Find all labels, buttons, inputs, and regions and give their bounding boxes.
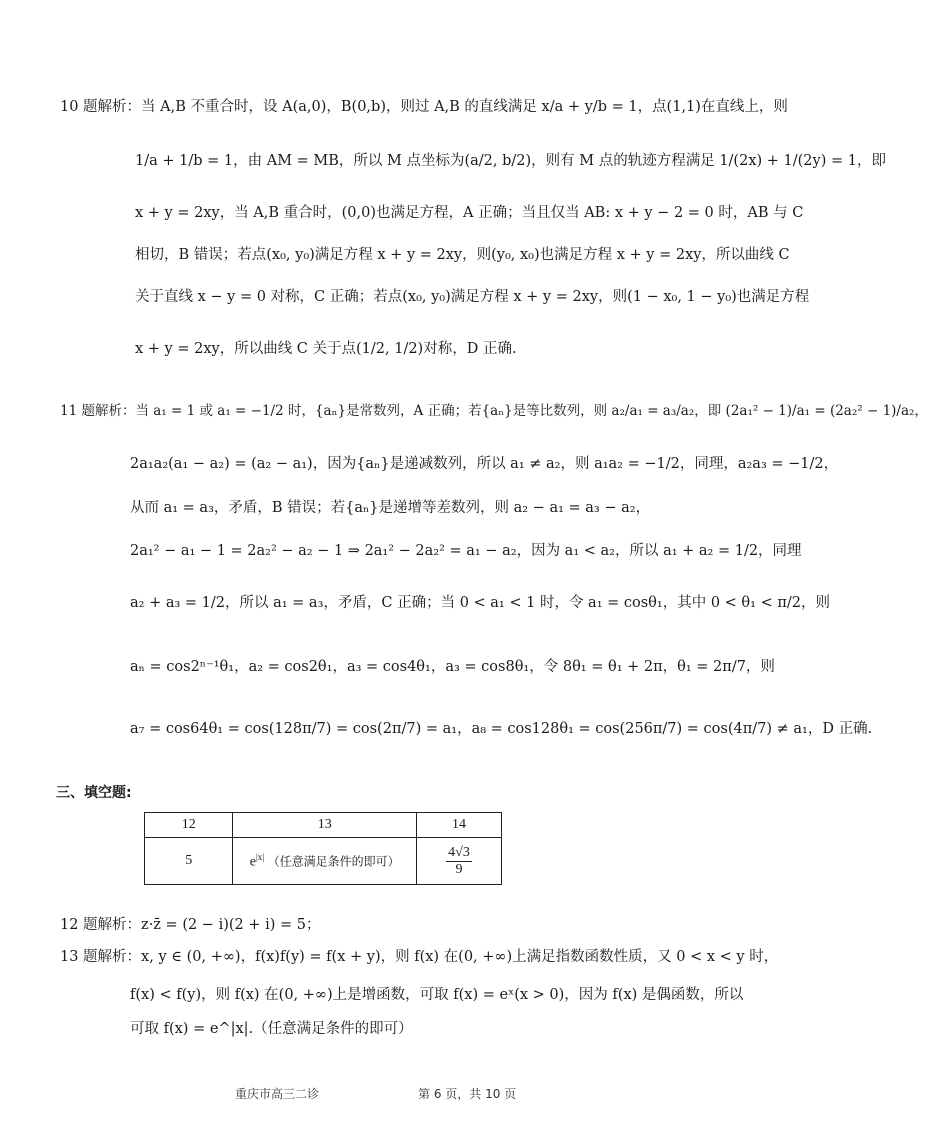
q10-line-3: x + y = 2xy，当 A,B 重合时，(0,0)也满足方程，A 正确；当且仅当 AB: x + y − 2 = 0 时，AB 与 C [135, 205, 804, 221]
q11-line-1: 11 题解析：当 a₁ = 1 或 a₁ = −1/2 时，{aₙ}是常数列，A 正确；若{aₙ}是等比数列，则 a₂/a₁ = a₃/a₂，即 (2a₁² − 1)/a₁ = (2a₂² − 1)/a₂， [60, 403, 928, 419]
q13-line-3: 可取 f(x) = e^|x|.（任意满足条件的即可） [130, 1021, 413, 1037]
q11-line-7: a₇ = cos64θ₁ = cos(128π/7) = cos(2π/7) = a₁，a₈ = cos128θ₁ = cos(256π/7) = cos(4π/7) ≠ a₁，D 正确. [130, 721, 873, 737]
answer-13-note: （任意满足条件的即可） [267, 854, 400, 869]
header-14: 14 [416, 813, 501, 838]
answer-14 [416, 838, 501, 885]
header-13: 13 [233, 813, 416, 838]
answer-14-denominator: 9 [455, 861, 463, 877]
q10-line-4: 相切，B 错误；若点(x₀, y₀)满足方程 x + y = 2xy，则(y₀, x₀)也满足方程 x + y = 2xy，所以曲线 C [135, 247, 790, 263]
answer-12: 5 [145, 838, 233, 885]
answer-table [144, 812, 502, 885]
q10-line-2: 1/a + 1/b = 1，由 AM = MB，所以 M 点坐标为(a/2, b/2)，则有 M 点的轨迹方程满足 1/(2x) + 1/(2y) = 1，即 [135, 153, 886, 169]
q10-line-5: 关于直线 x − y = 0 对称，C 正确；若点(x₀, y₀)满足方程 x + y = 2xy，则(1 − x₀, 1 − y₀)也满足方程 [135, 289, 810, 305]
answer-14-fraction [446, 845, 472, 878]
q11-line-4: 2a₁² − a₁ − 1 = 2a₂² − a₂ − 1 ⇒ 2a₁² − 2a₂² = a₁ − a₂，因为 a₁ < a₂，所以 a₁ + a₂ = 1/2，同理 [130, 543, 802, 559]
q13-line-2: f(x) < f(y)，则 f(x) 在(0, +∞)上是增函数，可取 f(x) = eˣ(x > 0)，因为 f(x) 是偶函数，所以 [130, 987, 744, 1003]
footer-left: 重庆市高三二诊 [235, 1087, 320, 1101]
section-title: 三、填空题: [56, 785, 132, 801]
q11-line-6: aₙ = cos2ⁿ⁻¹θ₁，a₂ = cos2θ₁，a₃ = cos4θ₁，a₃ = cos8θ₁，令 8θ₁ = θ₁ + 2π，θ₁ = 2π/7，则 [130, 659, 775, 675]
q10-line-6: x + y = 2xy，所以曲线 C 关于点(1/2, 1/2)对称，D 正确. [135, 341, 517, 357]
header-12: 12 [145, 813, 233, 838]
q11-line-5: a₂ + a₃ = 1/2，所以 a₁ = a₃，矛盾，C 正确；当 0 < a₁ < 1 时，令 a₁ = cosθ₁，其中 0 < θ₁ < π/2，则 [130, 595, 830, 611]
q11-line-2: 2a₁a₂(a₁ − a₂) = (a₂ − a₁)，因为{aₙ}是递减数列，所以 a₁ ≠ a₂，则 a₁a₂ = −1/2，同理，a₂a₃ = −1/2， [130, 456, 839, 472]
q12-line: 12 题解析：z·z̄ = (2 − i)(2 + i) = 5； [60, 917, 321, 933]
answer-13-base: e [249, 854, 257, 870]
q13-line-1: 13 题解析：x, y ∈ (0, +∞)，f(x)f(y) = f(x + y)，则 f(x) 在(0, +∞)上满足指数函数性质，又 0 < x < y 时， [60, 949, 779, 965]
answer-13 [233, 838, 416, 885]
q10-line-1: 10 题解析：当 A,B 不重合时，设 A(a,0)，B(0,b)，则过 A,B 的直线满足 x/a + y/b = 1，点(1,1)在直线上，则 [60, 99, 788, 115]
footer-page-number: 第 6 页，共 10 页 [418, 1087, 517, 1101]
answer-13-exponent: |x| [256, 851, 265, 862]
answer-14-numerator: 4√3 [448, 844, 470, 860]
q11-line-3: 从而 a₁ = a₃，矛盾，B 错误；若{aₙ}是递增等差数列，则 a₂ − a₁ = a₃ − a₂， [130, 500, 651, 516]
